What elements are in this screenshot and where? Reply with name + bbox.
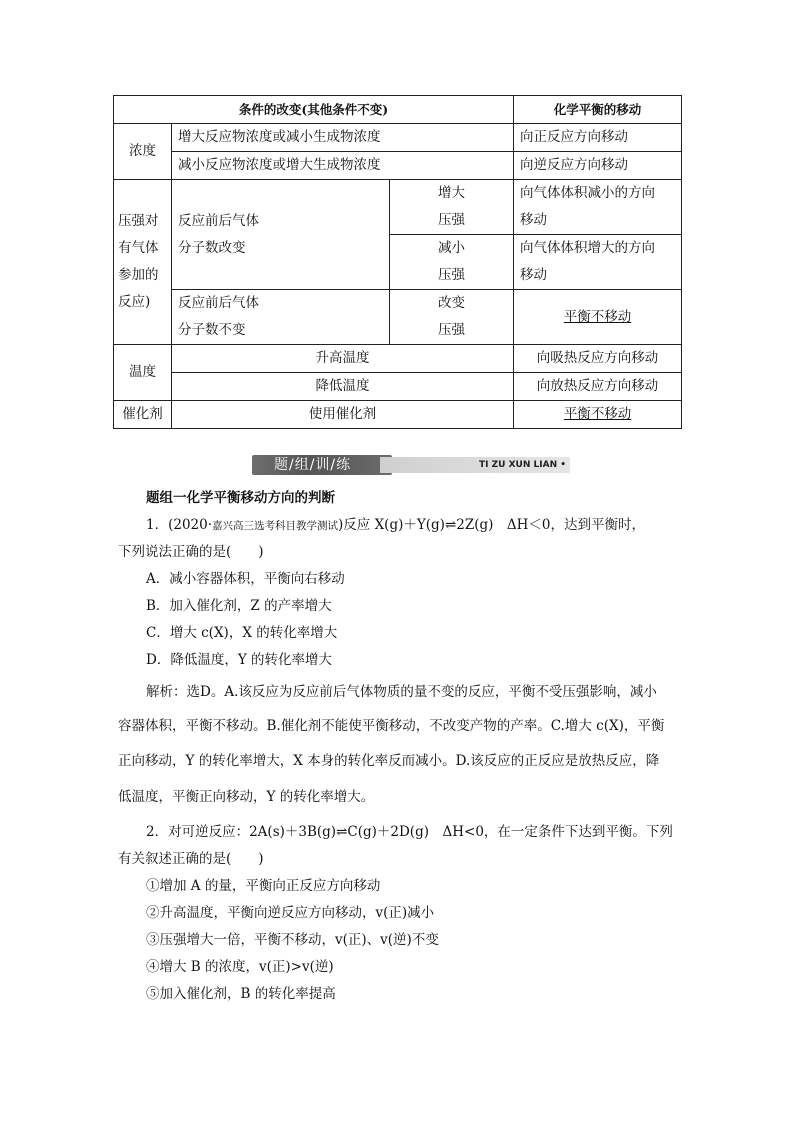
table-row <box>114 152 682 180</box>
temperature-change-1: 升高温度 <box>172 345 514 373</box>
section-title: 题组一化学平衡移动方向的判断 <box>146 490 335 506</box>
banner-subtitle: TI ZU XUN LIAN • <box>479 460 566 470</box>
header-shift: 化学平衡的移动 <box>514 96 682 124</box>
table-row <box>114 180 682 235</box>
pressure-unchanged-action: 改变 压强 <box>390 290 514 345</box>
label-catalyst: 催化剂 <box>114 401 172 429</box>
temperature-shift-1: 向吸热反应方向移动 <box>514 345 682 373</box>
pressure-changed-desc: 反应前后气体 分子数改变 <box>172 180 390 290</box>
section-banner <box>252 455 570 475</box>
concentration-shift-2: 向逆反应方向移动 <box>514 152 682 180</box>
table-row <box>114 401 682 429</box>
table-header-row <box>114 96 682 124</box>
label-pressure: 压强对 有气体 参加的 反应) <box>114 180 172 345</box>
pressure-increase-action: 增大 压强 <box>390 180 514 235</box>
concentration-change-2: 减小反应物浓度或增大生成物浓度 <box>172 152 514 180</box>
table-row <box>114 290 682 345</box>
q1-analysis-line-4: 低温度，平衡正向移动，Y 的转化率增大。 <box>118 789 375 805</box>
equilibrium-shift-table <box>113 95 682 429</box>
q1-option-a: A．减小容器体积，平衡向右移动 <box>146 571 345 587</box>
table-row <box>114 373 682 401</box>
q1-stem-line-2: 下列说法正确的是( ) <box>118 544 264 560</box>
q2-item-2: ②升高温度，平衡向逆反应方向移动，v(正)减小 <box>146 905 435 921</box>
banner-title: 题/组/训/练 <box>274 457 352 473</box>
q2-item-1: ①增加 A 的量，平衡向正反应方向移动 <box>146 878 381 894</box>
pressure-unchanged-shift: 平衡不移动 <box>514 290 682 345</box>
label-concentration: 浓度 <box>114 124 172 180</box>
header-condition: 条件的改变(其他条件不变) <box>114 96 514 124</box>
q1-analysis-line-3: 正向移动，Y 的转化率增大，X 本身的转化率反而减小。D.该反应的正反应是放热反应，降 <box>118 753 660 769</box>
q1-option-b: B．加入催化剂，Z 的产率增大 <box>146 598 332 614</box>
catalyst-change: 使用催化剂 <box>172 401 514 429</box>
q2-item-3: ③压强增大一倍，平衡不移动，v(正)、v(逆)不变 <box>146 932 439 948</box>
label-temperature: 温度 <box>114 345 172 401</box>
q2-item-4: ④增大 B 的浓度，v(正)>v(逆) <box>146 959 334 975</box>
q2-stem-line-2: 有关叙述正确的是( ) <box>118 851 264 867</box>
q1-option-c: C．增大 c(X)，X 的转化率增大 <box>146 625 338 641</box>
temperature-shift-2: 向放热反应方向移动 <box>514 373 682 401</box>
table-row <box>114 345 682 373</box>
temperature-change-2: 降低温度 <box>172 373 514 401</box>
q2-item-5: ⑤加入催化剂，B 的转化率提高 <box>146 986 336 1002</box>
pressure-unchanged-desc: 反应前后气体 分子数不变 <box>172 290 390 345</box>
pressure-increase-shift: 向气体体积减小的方向 移动 <box>514 180 682 235</box>
q1-analysis-line-1: 解析：选D。A.该反应为反应前后气体物质的量不变的反应，平衡不受压强影响，减小 <box>146 684 657 700</box>
q1-option-d: D．降低温度，Y 的转化率增大 <box>146 652 333 668</box>
q1-stem-line-1: 1．(2020·嘉兴高三选考科目教学测试)反应 X(g)＋Y(g)⇌2Z(g) ΔH＜0，达到平衡时， <box>146 517 646 533</box>
pressure-decrease-shift: 向气体体积增大的方向 移动 <box>514 235 682 290</box>
catalyst-shift: 平衡不移动 <box>514 401 682 429</box>
concentration-change-1: 增大反应物浓度或减小生成物浓度 <box>172 124 514 152</box>
q2-stem-line-1: 2．对可逆反应：2A(s)＋3B(g)⇌C(g)＋2D(g) ΔH<0，在一定条件下达到平衡。下列 <box>146 824 673 840</box>
table-row <box>114 124 682 152</box>
pressure-decrease-action: 减小 压强 <box>390 235 514 290</box>
q1-analysis-line-2: 容器体积，平衡不移动。B.催化剂不能使平衡移动，不改变产物的产率。C.增大 c(X)，平衡 <box>118 718 665 734</box>
q1-source: 嘉兴高三选考科目教学测试 <box>212 520 339 532</box>
concentration-shift-1: 向正反应方向移动 <box>514 124 682 152</box>
